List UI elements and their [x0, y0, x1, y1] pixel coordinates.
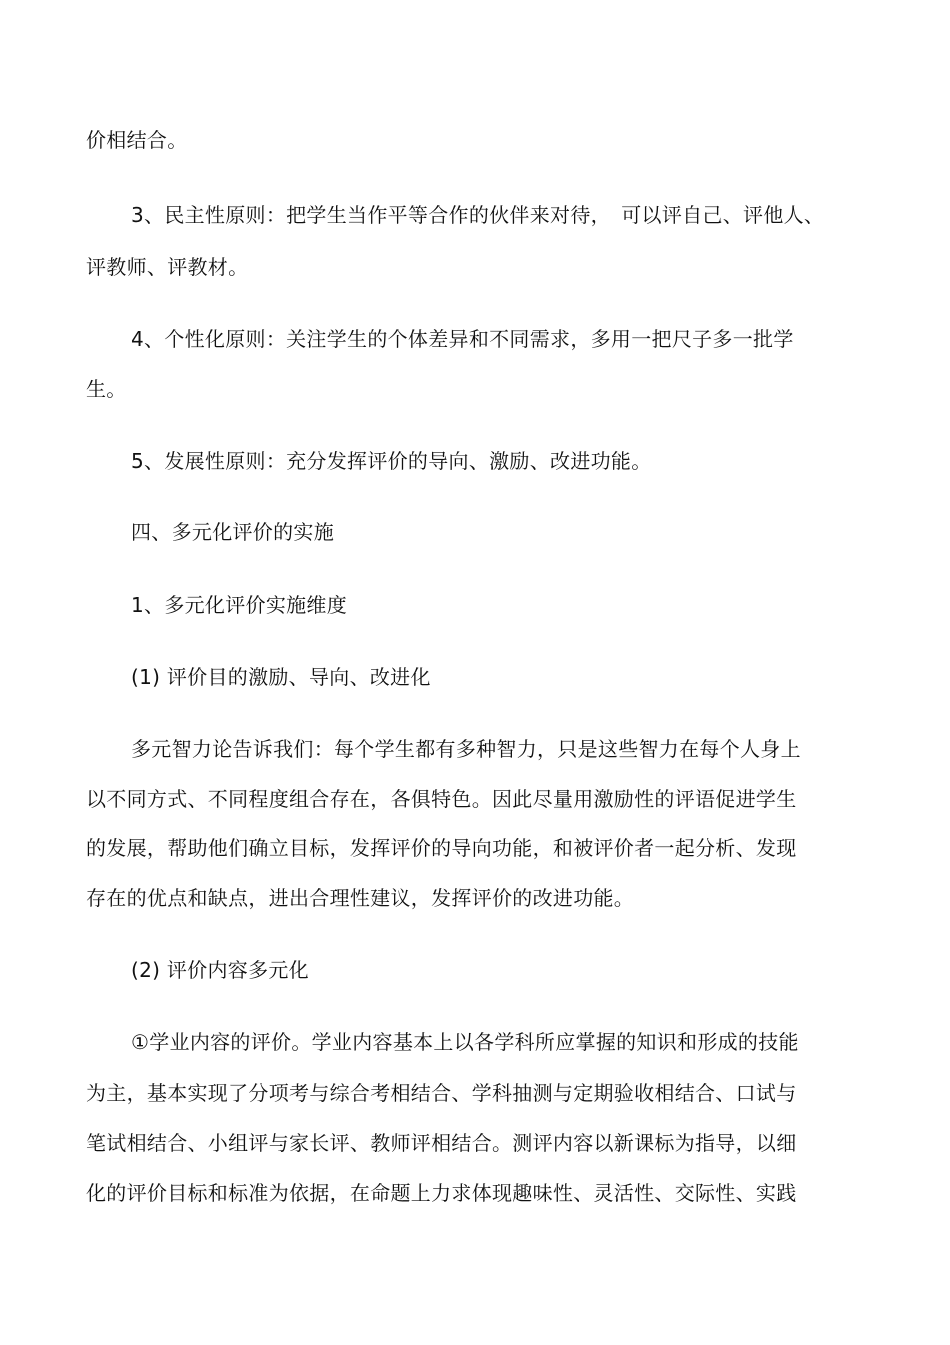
text-line-13: 存在的优点和缺点，进出合理性建议，发挥评价的改进功能。 — [86, 886, 635, 910]
text-line-15: ①学业内容的评价。学业内容基本上以各学科所应掌握的知识和形成的技能 — [131, 1030, 799, 1054]
section-heading: 四、多元化评价的实施 — [131, 520, 334, 544]
subsection-heading: 1、多元化评价实施维度 — [131, 593, 348, 617]
text-line-4: 4、个性化原则：关注学生的个体差异和不同需求，多用一把尺子多一批学 — [131, 327, 794, 351]
text-line-2: 3、民主性原则：把学生当作平等合作的伙伴来对待， 可以评自己、评他人、 — [131, 203, 825, 227]
item-heading-1: (1) 评价目的激励、导向、改进化 — [131, 665, 431, 689]
text-line-6: 5、发展性原则：充分发挥评价的导向、激励、改进功能。 — [131, 449, 652, 473]
text-line-5: 生。 — [86, 377, 127, 401]
text-line-10: 多元智力论告诉我们：每个学生都有多种智力，只是这些智力在每个人身上 — [131, 737, 801, 761]
text-line-16: 为主，基本实现了分项考与综合考相结合、学科抽测与定期验收相结合、口试与 — [86, 1081, 797, 1105]
text-line-3: 评教师、评教材。 — [86, 255, 249, 279]
text-line-12: 的发展，帮助他们确立目标，发挥评价的导向功能，和被评价者一起分析、发现 — [86, 836, 797, 860]
text-line-1: 价相结合。 — [86, 128, 188, 152]
text-line-18: 化的评价目标和标准为依据，在命题上力求体现趣味性、灵活性、交际性、实践 — [86, 1181, 797, 1205]
text-line-11: 以不同方式、不同程度组合存在，各俱特色。因此尽量用激励性的评语促进学生 — [86, 787, 797, 811]
text-line-17: 笔试相结合、小组评与家长评、教师评相结合。测评内容以新课标为指导，以细 — [86, 1131, 797, 1155]
item-heading-2: (2) 评价内容多元化 — [131, 958, 309, 982]
